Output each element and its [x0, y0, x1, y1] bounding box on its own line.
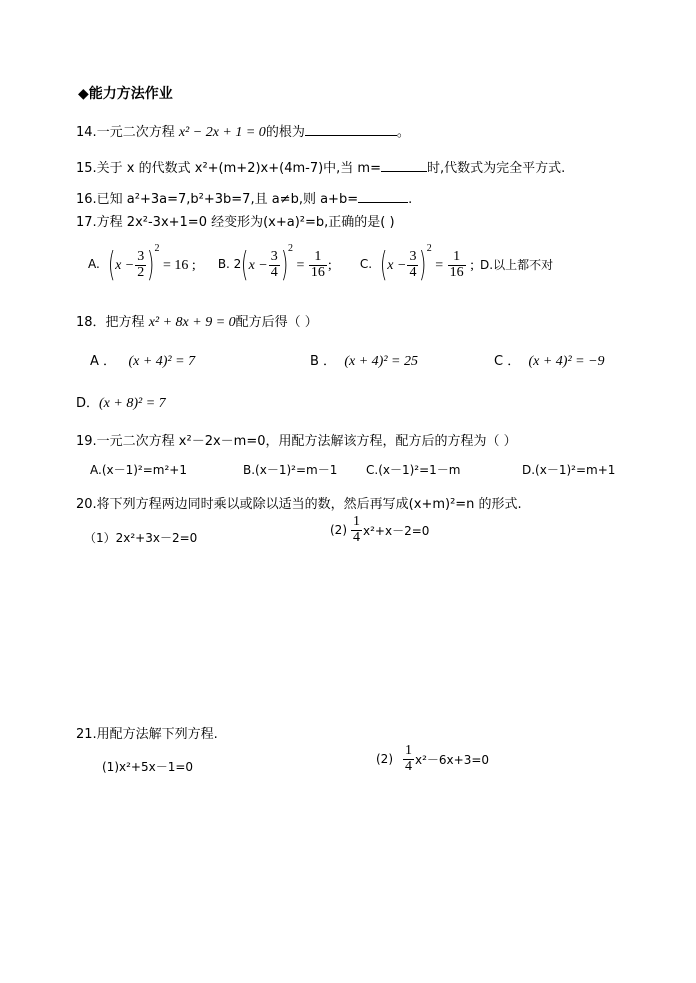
q21-part-1: (1)x²+5x－1=0 [102, 760, 194, 774]
option-c-expr: (x − $\frac{3}{4}$ )$^2$ = $\frac{1}{16}$ ; [380, 242, 475, 286]
question-14: 14.一元二次方程 x² − 2x + 1 = 0的根为 。 [76, 125, 410, 140]
option-a-label: A. [88, 257, 100, 271]
q18-option-d: D．(x + 8)² = 7 [76, 396, 166, 411]
question-21-stem: 21.用配方法解下列方程. [76, 727, 218, 742]
q20-part-2: (2) $\frac{1}{4}$ x²+x－2=0 [330, 514, 430, 545]
question-15: 15.关于 x 的代数式 x²+(m+2)x+(4m-7)中,当 m= 时,代数式为完全平方式. [76, 161, 566, 176]
section-heading [78, 83, 173, 103]
question-18-stem: 18．把方程 x² + 8x + 9 = 0配方后得（ ） [76, 315, 318, 330]
q19-option-d: D.(x－1)²=m+1 [522, 463, 616, 477]
q21-part-2: (2) $\frac{1}{4}$ x²－6x+3=0 [376, 743, 490, 774]
answer-blank [358, 202, 408, 203]
q18-option-c: C ． (x + 4)² = −9 [494, 354, 605, 369]
q19-option-a: A.(x－1)²=m²+1 [90, 463, 187, 477]
question-19-stem: 19.一元二次方程 x²－2x－m=0，用配方法解该方程，配方后的方程为（ ） [76, 434, 517, 449]
diamond-bullet-icon: ◆ [78, 86, 89, 102]
q18-option-b: B ． (x + 4)² = 25 [310, 354, 418, 369]
section-title: 能力方法作业 [88, 86, 173, 102]
question-17-stem: 17.方程 2x²-3x+1=0 经变形为(x+a)²=b,正确的是( ) [76, 215, 395, 230]
question-20-stem: 20.将下列方程两边同时乘以或除以适当的数，然后再写成(x+m)²=n 的形式. [76, 497, 522, 512]
q20-part-1: （1）2x²+3x－2=0 [84, 531, 198, 545]
q19-option-b: B.(x－1)²=m－1 [243, 463, 338, 477]
option-d-label: D.以上都不对 [480, 257, 554, 272]
option-c-label: C. [359, 257, 373, 271]
q14-equation: x² − 2x + 1 = 0 [178, 125, 266, 140]
question-17-options [88, 236, 553, 292]
option-a-expr: (x − $\frac{3}{2}$ )$^2$ = 16 ; [107, 242, 196, 286]
option-b-expr: (x − $\frac{3}{4}$ )$^2$ = $\frac{1}{16}$ ; [241, 242, 332, 286]
q18-option-a: A ． (x + 4)² = 7 [90, 354, 196, 369]
option-b-label: B. 2 [217, 257, 242, 271]
answer-blank [381, 171, 427, 172]
question-16: 16.已知 a²+3a=7,b²+3b=7,且 a≠b,则 a+b= . [76, 192, 413, 207]
answer-blank [305, 135, 397, 136]
q19-option-c: C.(x－1)²=1－m [366, 463, 461, 477]
